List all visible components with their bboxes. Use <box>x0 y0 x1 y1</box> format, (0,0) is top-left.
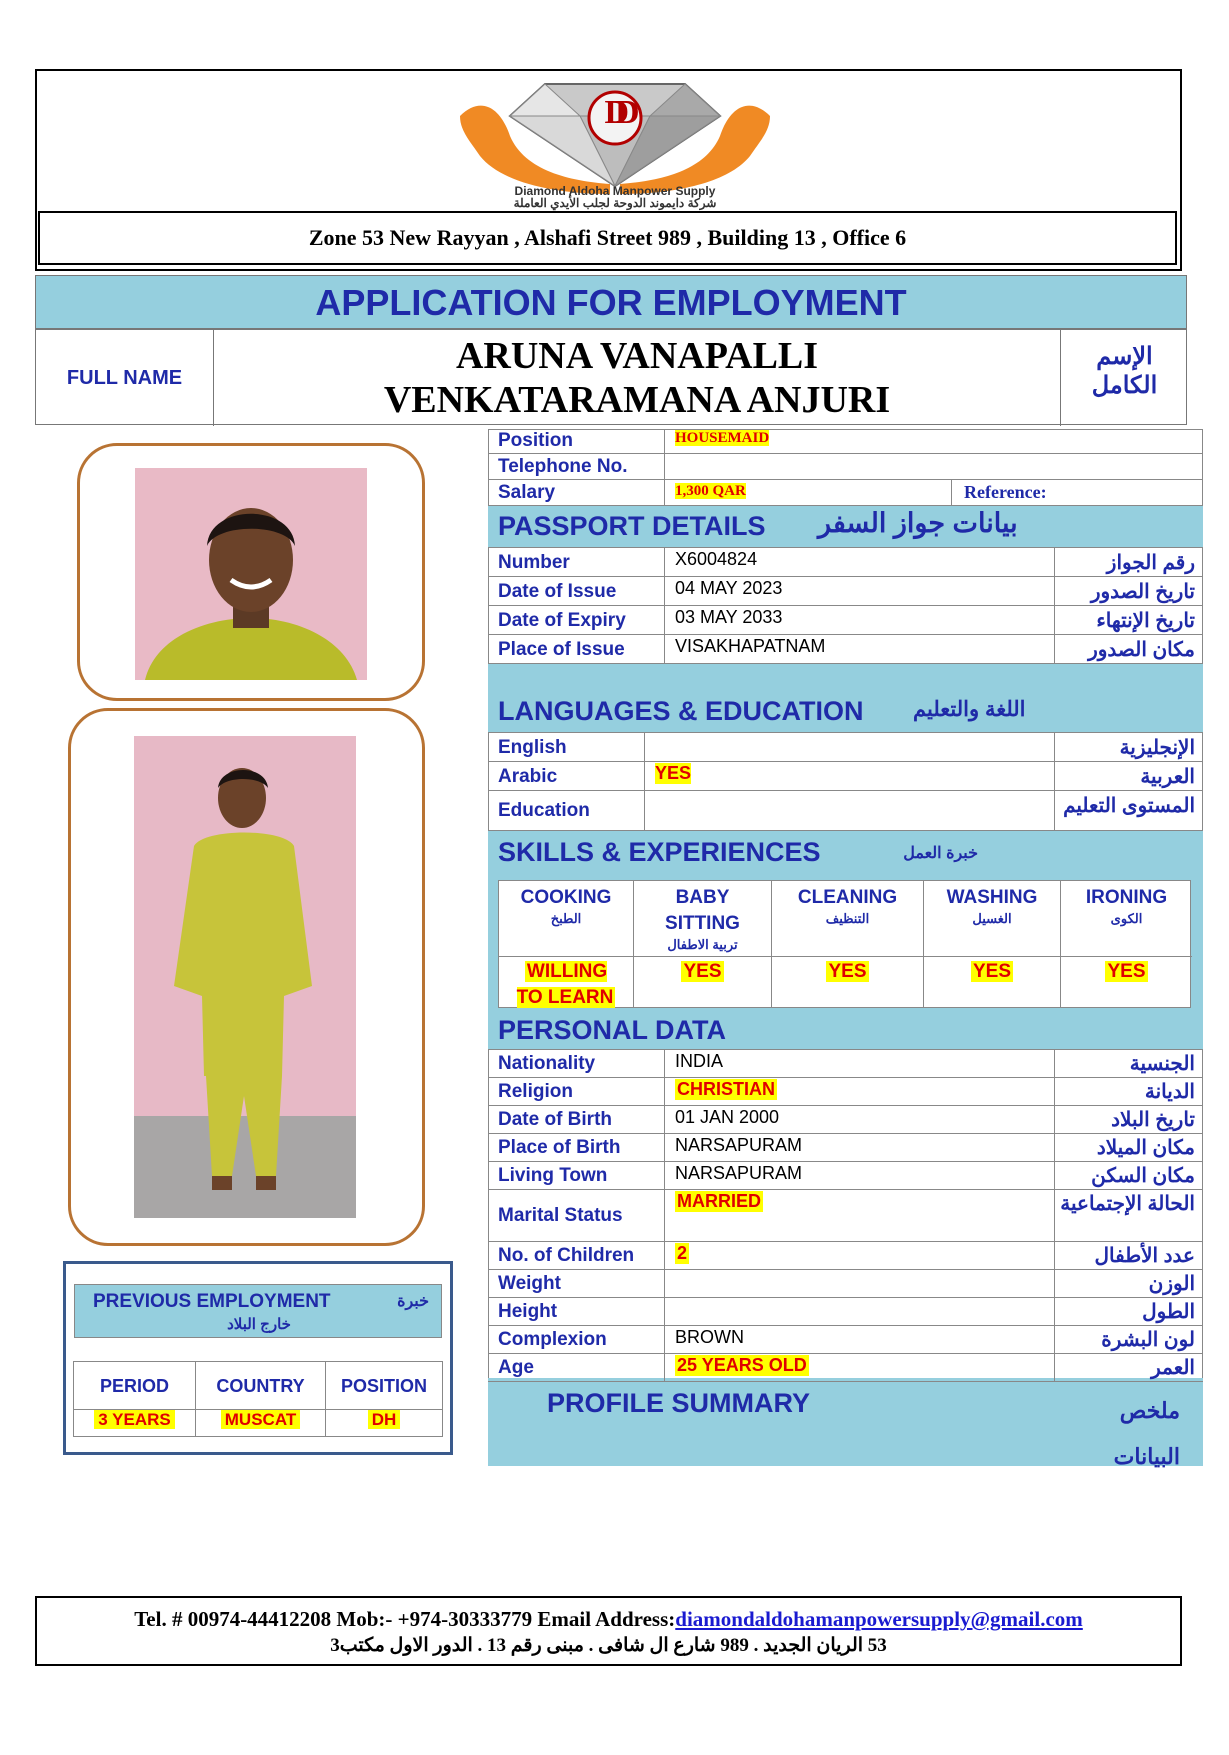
row-label: Marital Status <box>498 1205 623 1226</box>
salary-row <box>488 480 1203 506</box>
table-row <box>488 606 1203 635</box>
table-row <box>488 1298 1203 1326</box>
skill-label-ar: تربية الاطفال <box>667 937 738 952</box>
skill-column <box>1061 881 1192 1007</box>
row-value: 25 YEARS OLD <box>677 1355 807 1375</box>
passport-heading-ar: بيانات جواز السفر <box>818 508 1018 538</box>
skill-divider <box>634 956 771 957</box>
skill-divider <box>499 956 633 957</box>
company-name-ar: شركة دايموند الدوحة لجلب الأيدي العاملة <box>513 196 717 210</box>
row-label: Date of Issue <box>498 580 617 602</box>
position-row <box>488 429 1203 454</box>
passport-heading: PASSPORT DETAILS <box>498 511 766 541</box>
personal-heading: PERSONAL DATA <box>498 1015 727 1045</box>
skills-heading: SKILLS & EXPERIENCES <box>498 837 821 867</box>
row-value: X6004824 <box>675 549 758 569</box>
footer-contact-text: Tel. # 00974-44412208 Mob:- +974-30333779 Email Address: <box>134 1607 676 1631</box>
skill-label: CLEANING <box>797 887 898 908</box>
row-value: 01 JAN 2000 <box>675 1107 780 1127</box>
logo-letters: DD <box>604 94 626 131</box>
row-value-cell <box>664 548 1054 576</box>
footer-address-ar: 53 الريان الجديد . 989 شارع ال شافى . مبنى رقم 13 . الدور الاول مكتب3 <box>330 1635 887 1656</box>
table-row <box>488 1242 1203 1270</box>
company-name-en: Diamond Aldoha Manpower Supply <box>514 184 716 198</box>
row-value-cell <box>664 1190 1054 1241</box>
passport-heading-bar <box>488 506 1203 548</box>
salary-cell <box>664 480 951 505</box>
previous-employment-title-ar-2: خارج البلاد <box>227 1316 291 1333</box>
full-body-photo <box>134 736 356 1218</box>
row-label: Religion <box>498 1081 573 1102</box>
row-value: BROWN <box>675 1327 744 1347</box>
salary-value: 1,300 QAR <box>675 483 746 499</box>
footer-contact-line <box>37 1607 1180 1632</box>
row-label-ar: الجنسية <box>1054 1050 1203 1077</box>
row-label-ar: الوزن <box>1054 1270 1203 1297</box>
row-value-cell <box>664 1106 1054 1133</box>
row-label-ar: المستوى التعليم <box>1054 791 1203 830</box>
languages-heading-ar: اللغة والتعليم <box>913 698 1026 721</box>
row-label: No. of Children <box>498 1245 635 1266</box>
row-label-ar: العربية <box>1054 762 1203 790</box>
row-label: Place of Issue <box>498 638 625 660</box>
table-row <box>488 1326 1203 1354</box>
row-label: English <box>498 736 567 758</box>
row-label-ar: تاريخ الصدور <box>1054 577 1203 605</box>
footer-email-link[interactable]: diamondaldohamanpowersupply@gmail.com <box>675 1607 1083 1631</box>
full-body-photo-frame <box>68 708 425 1246</box>
row-label-ar: لون البشرة <box>1054 1326 1203 1353</box>
skill-label: IRONING <box>1085 887 1168 908</box>
previous-employment-table <box>73 1361 443 1437</box>
row-label: Place of Birth <box>498 1137 621 1158</box>
row-label: Complexion <box>498 1329 607 1350</box>
row-value: NARSAPURAM <box>675 1163 803 1183</box>
table-row <box>488 733 1203 762</box>
row-value: YES <box>655 763 692 783</box>
full-name-line1: ARUNA VANAPALLI <box>455 335 819 377</box>
col-position: POSITION <box>326 1362 442 1410</box>
skill-label-ar: الطبخ <box>550 911 582 926</box>
row-value: MARRIED <box>677 1191 761 1211</box>
full-name-label-ar: الإسم الكامل <box>1060 330 1188 426</box>
row-label-ar: الحالة الإجتماعية <box>1054 1190 1203 1241</box>
telephone-label: Telephone No. <box>498 456 628 477</box>
row-label-ar: مكان السكن <box>1054 1162 1203 1189</box>
row-value-cell <box>664 1134 1054 1161</box>
person-portrait-icon <box>135 468 367 680</box>
row-value: 04 MAY 2023 <box>675 578 783 598</box>
table-row <box>488 548 1203 577</box>
skill-value-cell <box>499 959 633 1011</box>
salary-label: Salary <box>498 482 556 503</box>
row-label: Nationality <box>498 1053 596 1074</box>
skill-value-cell <box>1061 959 1192 985</box>
row-label-ar: الإنجليزية <box>1054 733 1203 761</box>
row-label: Arabic <box>498 765 558 787</box>
row-label: Number <box>498 551 570 573</box>
skill-value: YES <box>972 961 1012 982</box>
row-label-ar: الطول <box>1054 1298 1203 1325</box>
previous-employment-box <box>63 1261 453 1455</box>
table-row <box>488 577 1203 606</box>
skill-divider <box>772 956 923 957</box>
skill-value: YES <box>683 961 722 982</box>
skills-table <box>498 880 1191 1008</box>
skill-value-cell <box>634 959 771 985</box>
row-label-ar: تاريخ البلاد <box>1054 1106 1203 1133</box>
row-label-ar: العمر <box>1054 1354 1203 1381</box>
portrait-photo <box>135 468 367 680</box>
skill-value-cell <box>924 959 1060 985</box>
skill-label: COOKING <box>520 887 612 908</box>
skill-value: YES <box>1107 961 1146 982</box>
col-period: PERIOD <box>74 1362 196 1410</box>
previous-employment-header <box>74 1284 442 1338</box>
position-value: HOUSEMAID <box>675 430 770 446</box>
row-value-cell <box>664 1354 1054 1381</box>
row-label: Living Town <box>498 1165 608 1186</box>
skill-value: YES <box>828 961 867 982</box>
skills-heading-ar: خبرة العمل <box>903 845 978 862</box>
row-label: Age <box>498 1357 534 1378</box>
table-row <box>488 1190 1203 1242</box>
row-value-cell <box>664 577 1054 605</box>
table-row <box>488 1106 1203 1134</box>
telephone-cell <box>664 454 1203 479</box>
footer <box>35 1596 1182 1666</box>
profile-summary-heading: PROFILE SUMMARY <box>547 1388 810 1418</box>
table-row <box>488 635 1203 664</box>
skill-value-cell <box>772 959 923 985</box>
reference-label: Reference: <box>964 482 1047 502</box>
row-label: Weight <box>498 1273 561 1294</box>
skill-label: WASHING <box>946 887 1038 908</box>
skill-column <box>634 881 772 1007</box>
cell-country <box>196 1410 326 1436</box>
person-standing-icon <box>134 736 356 1218</box>
row-value-cell <box>664 1162 1054 1189</box>
page-title: APPLICATION FOR EMPLOYMENT <box>35 275 1187 329</box>
cell-position <box>326 1410 442 1436</box>
personal-heading-bar <box>488 1010 1203 1050</box>
row-value-cell <box>644 791 1054 830</box>
position-cell <box>664 429 1203 453</box>
reference-cell <box>951 480 1203 505</box>
row-value-cell <box>644 762 1054 790</box>
skill-label-ar: الكوى <box>1110 911 1143 926</box>
skill-divider <box>924 956 1060 957</box>
row-value-cell <box>664 1078 1054 1105</box>
telephone-row <box>488 454 1203 480</box>
skill-column <box>772 881 924 1007</box>
position-value: DH <box>368 1410 401 1429</box>
row-value: 2 <box>677 1243 688 1263</box>
table-row <box>488 1050 1203 1078</box>
table-row <box>488 1162 1203 1190</box>
skill-label: BABY SITTING <box>665 887 740 934</box>
skill-label-ar: التنظيف <box>825 911 870 926</box>
row-value: NARSAPURAM <box>675 1135 803 1155</box>
row-value-cell <box>644 733 1054 761</box>
country-value: MUSCAT <box>221 1410 300 1429</box>
full-name-row <box>35 329 1187 425</box>
table-row <box>488 1270 1203 1298</box>
table-row <box>488 1354 1203 1382</box>
row-label: Date of Expiry <box>498 609 626 631</box>
table-row <box>488 1134 1203 1162</box>
row-label: Date of Birth <box>498 1109 612 1130</box>
row-value-cell <box>664 1326 1054 1353</box>
table-row <box>488 1078 1203 1106</box>
company-address: Zone 53 New Rayyan , Alshafi Street 989 , Building 13 , Office 6 <box>38 211 1177 265</box>
company-logo <box>430 76 800 210</box>
previous-employment-title-ar-1: خبرة <box>397 1293 429 1310</box>
row-value-cell <box>664 1270 1054 1297</box>
cell-period <box>74 1410 196 1436</box>
row-label: Height <box>498 1301 558 1322</box>
skill-column <box>499 881 634 1007</box>
period-value: 3 YEARS <box>94 1410 174 1429</box>
full-name-line2: VENKATARAMANA ANJURI <box>383 379 891 421</box>
row-label: Education <box>498 800 590 821</box>
col-country: COUNTRY <box>196 1362 326 1410</box>
row-value-cell <box>664 1298 1054 1325</box>
languages-heading-bar <box>488 667 1203 733</box>
skill-label-ar: الغسيل <box>972 911 1012 926</box>
row-label-ar: مكان الميلاد <box>1054 1134 1203 1161</box>
full-name-label: FULL NAME <box>36 330 214 426</box>
skills-heading-bar <box>488 831 1203 877</box>
row-value: VISAKHAPATNAM <box>675 636 826 656</box>
row-value: CHRISTIAN <box>677 1079 775 1099</box>
row-label-ar: الديانة <box>1054 1078 1203 1105</box>
portrait-photo-frame <box>77 443 425 701</box>
row-label-ar: تاريخ الإنتهاء <box>1054 606 1203 634</box>
row-value-cell <box>664 635 1054 663</box>
row-value: INDIA <box>675 1051 724 1071</box>
previous-employment-title: PREVIOUS EMPLOYMENT <box>93 1291 331 1312</box>
section-spacer <box>488 664 1203 667</box>
skill-value: WILLING TO LEARN <box>516 961 614 1008</box>
profile-summary-heading-ar: ملخص البيانات <box>1113 1398 1180 1469</box>
skill-divider <box>1061 956 1192 957</box>
row-value-cell <box>664 606 1054 634</box>
row-value-cell <box>664 1050 1054 1077</box>
row-value-cell <box>664 1242 1054 1269</box>
row-value: 03 MAY 2033 <box>675 607 783 627</box>
skill-column <box>924 881 1061 1007</box>
row-label-ar: مكان الصدور <box>1054 635 1203 663</box>
profile-summary-bar <box>488 1378 1203 1469</box>
languages-heading: LANGUAGES & EDUCATION <box>498 696 864 726</box>
row-label-ar: عدد الأطفال <box>1054 1242 1203 1269</box>
table-row <box>488 791 1203 831</box>
table-row <box>488 762 1203 791</box>
position-label: Position <box>498 430 573 451</box>
row-label-ar: رقم الجواز <box>1054 548 1203 576</box>
